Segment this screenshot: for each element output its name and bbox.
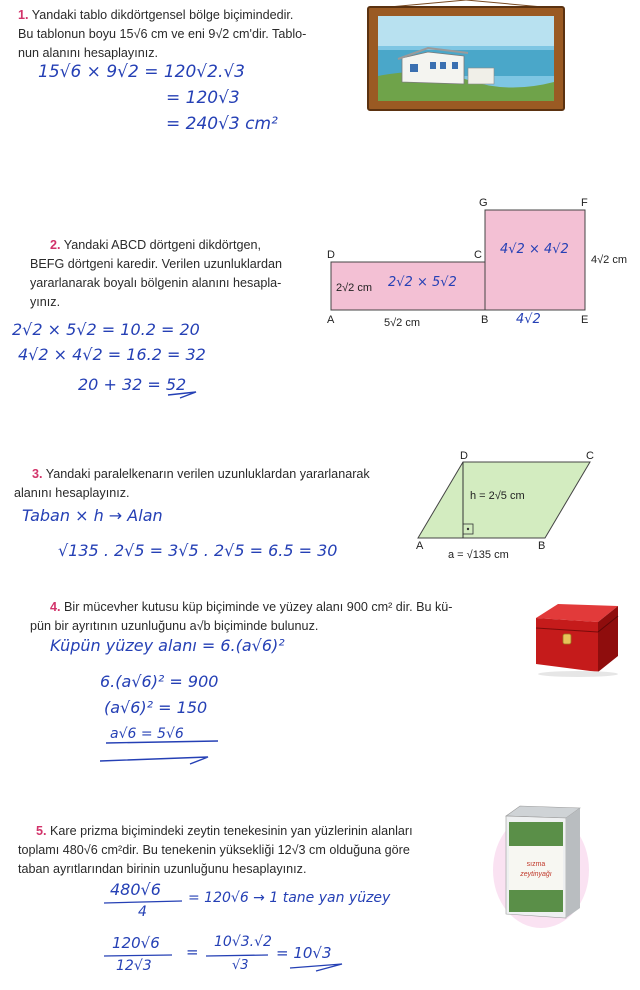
dim-square: 4√2 cm xyxy=(591,254,627,266)
q5-line-2: toplamı 480√6 cm²dir. Bu tenekenin yüksekliği 12√3 cm olduğuna göre xyxy=(18,843,410,857)
q2-line-1: 2. Yandaki ABCD dörtgeni dikdörtgen, xyxy=(50,238,261,252)
label-b: B xyxy=(481,314,489,326)
q1-work-line-2: = 120√3 xyxy=(166,88,240,108)
q3-work-line-2: √135 . 2√5 = 3√5 . 2√5 = 6.5 = 30 xyxy=(58,541,338,560)
q4-line-1: 4. Bir mücevher kutusu küp biçiminde ve yüzey alanı 900 cm² dir. Bu kü- xyxy=(50,600,453,614)
q4-work-line-3: (a√6)² = 150 xyxy=(104,698,208,717)
q1-work-line-1: 15√6 × 9√2 = 120√2.√3 xyxy=(38,62,245,82)
label-a: A xyxy=(327,314,335,326)
q4-line-2: pün bir ayrıtının uzunluğunu a√b biçiminde bulunuz. xyxy=(30,619,319,633)
q5-line-1: 5. Kare prizma biçimindeki zeytin tenekesinin yan yüzlerinin alanları xyxy=(36,824,413,838)
q5-line-3: taban ayrıtlarından birinin uzunluğunu hesaplayınız. xyxy=(18,862,307,876)
q5-frac2-mid-denominator: √3 xyxy=(232,958,249,973)
q1-line-1: 1. Yandaki tablo dikdörtgensel bölge biçimindedir. xyxy=(18,8,294,22)
dim-base: 5√2 cm xyxy=(384,317,420,329)
q1-line-3: nun alanını hesaplayınız. xyxy=(18,46,159,60)
q5-frac1-rest: = 120√6 → 1 tane yan yüzey xyxy=(188,890,391,906)
q4-number: 4. xyxy=(50,600,61,614)
q5-frac2-numerator: 120√6 xyxy=(112,934,160,952)
para-label-c: C xyxy=(586,450,594,462)
q2-line-3: yararlanarak boyalı bölgenin alanını hesapla- xyxy=(30,276,282,290)
q2-number: 2. xyxy=(50,238,61,252)
q5-frac1-numerator: 480√6 xyxy=(110,880,161,899)
q3-line-2: alanını hesaplayınız. xyxy=(14,486,130,500)
q5-frac2-denominator: 12√3 xyxy=(116,958,152,974)
dim-height: 2√2 cm xyxy=(336,282,372,294)
q4-work-line-2: 6.(a√6)² = 900 xyxy=(100,672,219,691)
label-d: D xyxy=(327,249,335,261)
q2-work-line-1: 2√2 × 5√2 = 10.2 = 20 xyxy=(12,320,200,339)
para-label-b: B xyxy=(538,540,546,552)
q1-number: 1. xyxy=(18,8,29,22)
para-label-d: D xyxy=(460,450,468,462)
can-label-2: zeytinyağı xyxy=(520,871,552,878)
svg-text:=: = xyxy=(186,943,199,961)
q3-work-line-1: Taban × h → Alan xyxy=(22,506,163,525)
q4-work-line-1: Küpün yüzey alanı = 6.(a√6)² xyxy=(50,636,285,655)
q3-line-1: 3. Yandaki paralelkenarın verilen uzunluklardan yararlanarak xyxy=(32,467,370,481)
label-e: E xyxy=(581,314,589,326)
q5-frac2-result: = 10√3 xyxy=(276,944,332,962)
q5-frac2-mid-numerator: 10√3.√2 xyxy=(214,934,272,950)
can-label-1: sızma xyxy=(526,861,546,868)
q5-frac1-denominator: 4 xyxy=(138,904,147,920)
para-height-label: h = 2√5 cm xyxy=(470,490,525,502)
para-label-a: A xyxy=(416,540,424,552)
q5-number: 5. xyxy=(36,824,47,838)
q4-work-line-4: a√6 = 5√6 xyxy=(110,726,184,742)
label-g: G xyxy=(479,197,488,209)
q2-hw-base: 4√2 xyxy=(516,312,541,327)
q3-number: 3. xyxy=(32,467,43,481)
label-c: C xyxy=(474,249,482,261)
q2-hw-square: 4√2 × 4√2 xyxy=(500,242,569,257)
q2-line-2: BEFG dörtgeni karedir. Verilen uzunluklardan xyxy=(30,257,283,271)
para-base-label: a = √135 cm xyxy=(448,549,509,561)
q1-line-2: Bu tablonun boyu 15√6 cm ve eni 9√2 cm'dir. Tablo- xyxy=(18,27,307,41)
q2-work-line-2: 4√2 × 4√2 = 16.2 = 32 xyxy=(18,345,206,364)
label-f: F xyxy=(581,197,588,209)
q1-work-line-3: = 240√3 cm² xyxy=(166,114,278,134)
q2-work-line-3: 20 + 32 = 52 xyxy=(78,375,187,394)
q2-line-4: yınız. xyxy=(30,295,61,309)
q2-hw-rect: 2√2 × 5√2 xyxy=(388,275,457,290)
